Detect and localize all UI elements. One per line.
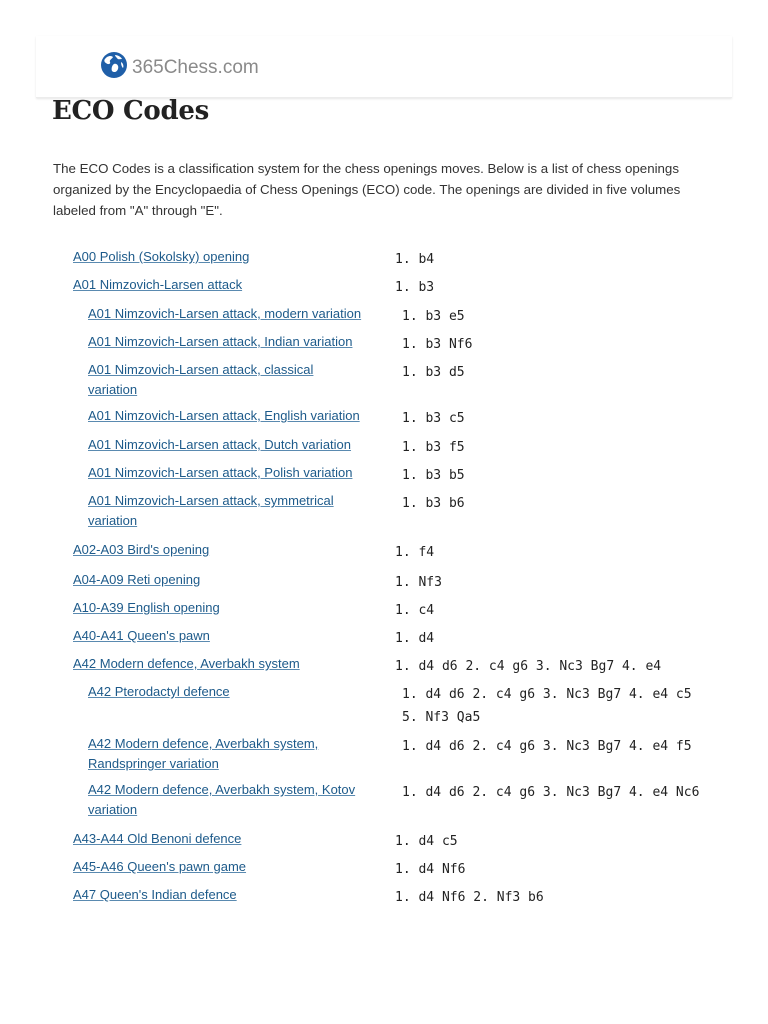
opening-link[interactable]: A42 Pterodactyl defence bbox=[88, 684, 230, 699]
opening-moves: 1. b3 e5 bbox=[402, 309, 465, 324]
opening-link[interactable]: A10-A39 English opening bbox=[73, 600, 220, 615]
opening-link[interactable]: A01 Nimzovich-Larsen attack, Dutch variation bbox=[88, 437, 352, 452]
opening-link[interactable]: A42 Modern defence, Averbakh system bbox=[73, 656, 300, 671]
opening-moves: 1. d4 d6 2. c4 g6 3. Nc3 Bg7 4. e4 f5 bbox=[402, 739, 692, 754]
intro-paragraph: The ECO Codes is a classification system for the chess openings moves. Below is a list of chess openings organized by the Encyclopaedia of Chess Openings (ECO) code. The openings are divided in five volumes labeled from "A" through "E". bbox=[53, 161, 681, 218]
opening-link[interactable]: A01 Nimzovich-Larsen attack, symmetrical variation bbox=[88, 493, 334, 528]
opening-moves: 1. b3 b5 bbox=[402, 468, 465, 483]
openings-list bbox=[0, 244, 768, 905]
globe-logo-icon bbox=[99, 50, 129, 80]
opening-link[interactable]: A45-A46 Queen's pawn game bbox=[73, 859, 247, 874]
opening-moves: 1. c4 bbox=[395, 603, 435, 618]
opening-link[interactable]: A40-A41 Queen's pawn bbox=[73, 628, 210, 643]
opening-moves: 1. d4 d6 2. c4 g6 3. Nc3 Bg7 4. e4 Nc6 bbox=[402, 785, 700, 800]
opening-moves: 1. b3 bbox=[395, 280, 435, 295]
site-header bbox=[36, 36, 732, 98]
opening-moves: 1. d4 Nf6 bbox=[395, 862, 466, 877]
opening-link[interactable]: A42 Modern defence, Averbakh system, Kotov variation bbox=[88, 782, 356, 817]
opening-link[interactable]: A01 Nimzovich-Larsen attack bbox=[73, 277, 243, 292]
opening-moves: 1. b3 Nf6 bbox=[402, 337, 473, 352]
site-logo[interactable] bbox=[99, 50, 259, 80]
opening-moves: 1. d4 c5 bbox=[395, 834, 458, 849]
opening-link[interactable]: A42 Modern defence, Averbakh system, Randspringer variation bbox=[88, 736, 319, 771]
opening-link[interactable]: A01 Nimzovich-Larsen attack, Indian variation bbox=[88, 334, 353, 349]
opening-link[interactable]: A47 Queen's Indian defence bbox=[73, 887, 237, 902]
opening-moves: 1. d4 Nf6 2. Nf3 b6 bbox=[395, 890, 544, 905]
opening-moves: 1. b3 c5 bbox=[402, 411, 465, 426]
opening-moves: 1. d4 d6 2. c4 g6 3. Nc3 Bg7 4. e4 bbox=[395, 659, 662, 674]
opening-moves: 1. Nf3 bbox=[395, 575, 442, 590]
opening-moves: 1. d4 d6 2. c4 g6 3. Nc3 Bg7 4. e4 c5 5. Nf3 Qa5 bbox=[402, 687, 692, 725]
opening-moves: 1. f4 bbox=[395, 545, 435, 560]
opening-link[interactable]: A01 Nimzovich-Larsen attack, Polish variation bbox=[88, 465, 353, 480]
page-title: ECO Codes bbox=[52, 96, 209, 126]
opening-moves: 1. d4 bbox=[395, 631, 435, 646]
opening-link[interactable]: A43-A44 Old Benoni defence bbox=[73, 831, 242, 846]
opening-moves: 1. b3 f5 bbox=[402, 440, 465, 455]
site-name: 365Chess.com bbox=[132, 57, 259, 78]
opening-link[interactable]: A01 Nimzovich-Larsen attack, English variation bbox=[88, 408, 360, 423]
opening-link[interactable]: A00 Polish (Sokolsky) opening bbox=[73, 249, 250, 264]
opening-link[interactable]: A01 Nimzovich-Larsen attack, modern variation bbox=[88, 306, 362, 321]
opening-moves: 1. b3 b6 bbox=[402, 496, 465, 511]
opening-link[interactable]: A02-A03 Bird's opening bbox=[73, 542, 210, 557]
opening-moves: 1. b3 d5 bbox=[402, 365, 465, 380]
opening-moves: 1. b4 bbox=[395, 252, 435, 267]
opening-link[interactable]: A01 Nimzovich-Larsen attack, classical variation bbox=[88, 362, 314, 397]
opening-link[interactable]: A04-A09 Reti opening bbox=[73, 572, 201, 587]
